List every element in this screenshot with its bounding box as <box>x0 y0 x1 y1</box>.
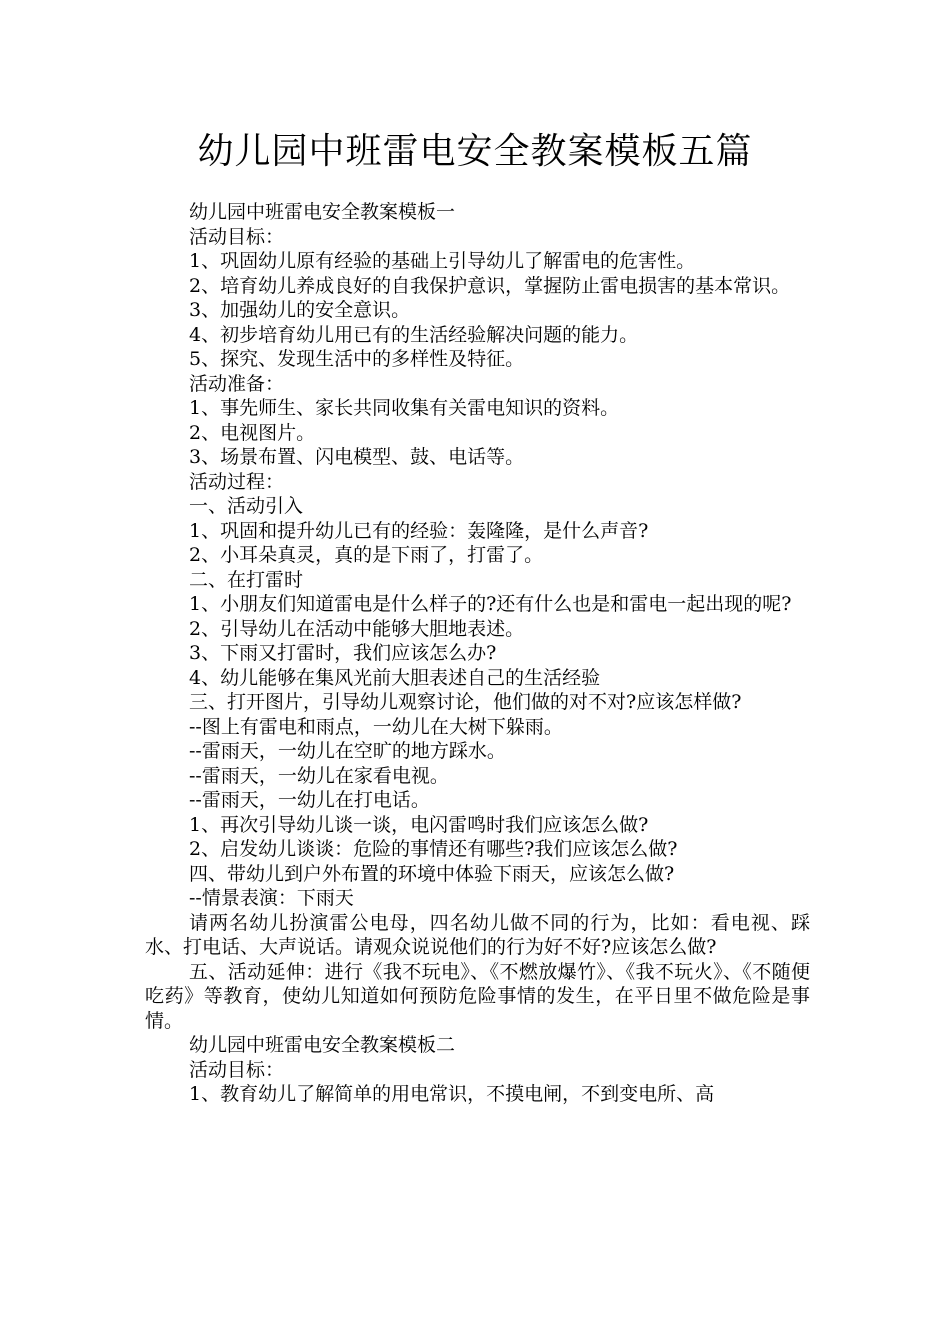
paragraph: 1、巩固幼儿原有经验的基础上引导幼儿了解雷电的危害性。 <box>189 250 696 272</box>
paragraph: 3、场景布置、闪电模型、鼓、电话等。 <box>189 446 525 468</box>
paragraph: 2、培育幼儿养成良好的自我保护意识，掌握防止雷电损害的基本常识。 <box>189 274 791 297</box>
paragraph: 3、下雨又打雷时，我们应该怎么办? <box>189 642 497 664</box>
document-body <box>145 200 810 1107</box>
paragraph: 1、事先师生、家长共同收集有关雷电知识的资料。 <box>189 397 620 419</box>
paragraph: 一、活动引入 <box>189 495 304 517</box>
document-title: 幼儿园中班雷电安全教案模板五篇 <box>197 131 753 172</box>
paragraph: 2、启发幼儿谈谈：危险的事情还有哪些?我们应该怎么做? <box>189 838 678 860</box>
paragraph: --图上有雷电和雨点，一幼儿在大树下躲雨。 <box>189 715 563 738</box>
paragraph: 4、幼儿能够在集风光前大胆表述自己的生活经验 <box>189 666 601 689</box>
paragraph: 1、小朋友们知道雷电是什么样子的?还有什么也是和雷电一起出现的呢? <box>189 593 792 615</box>
paragraph: 1、巩固和提升幼儿已有的经验：轰隆隆，是什么声音? <box>189 519 649 542</box>
paragraph: 请两名幼儿扮演雷公电母，四名幼儿做不同的行为，比如：看电视、踩水、打电话、大声说话。请观众说说他们的行为好不好?应该怎么做? <box>145 911 810 958</box>
paragraph: 三、打开图片，引导幼儿观察讨论，他们做的对不对?应该怎样做? <box>189 691 742 713</box>
paragraph: 活动目标： <box>189 1058 285 1081</box>
paragraph: --情景表演：下雨天 <box>189 887 354 909</box>
paragraph: 5、探究、发现生活中的多样性及特征。 <box>189 348 525 370</box>
paragraph: 活动目标： <box>189 225 285 248</box>
paragraph: 活动过程： <box>189 470 285 493</box>
paragraph: 2、引导幼儿在活动中能够大胆地表述。 <box>189 617 525 640</box>
paragraph: --雷雨天，一幼儿在打电话。 <box>189 789 430 811</box>
paragraph: 3、加强幼儿的安全意识。 <box>189 299 411 321</box>
paragraph: 五、活动延伸：进行《我不玩电》、《不燃放爆竹》、《我不玩火》、《不随便吃药》等教育，使幼儿知道如何预防危险事情的发生，在平日里不做危险是事情。 <box>145 960 810 1032</box>
paragraph: 4、初步培育幼儿用已有的生活经验解决问题的能力。 <box>189 323 639 346</box>
paragraph: --雷雨天，一幼儿在空旷的地方踩水。 <box>189 740 506 762</box>
paragraph: 幼儿园中班雷电安全教案模板二 <box>189 1034 456 1056</box>
paragraph: 1、教育幼儿了解简单的用电常识，不摸电闸，不到变电所、高 <box>189 1083 715 1105</box>
paragraph: 1、再次引导幼儿谈一谈，电闪雷鸣时我们应该怎么做? <box>189 813 649 836</box>
paragraph: 四、带幼儿到户外布置的环境中体验下雨天，应该怎么做? <box>189 862 675 885</box>
paragraph: 二、在打雷时 <box>189 568 304 591</box>
paragraph: 幼儿园中班雷电安全教案模板一 <box>189 201 456 223</box>
paragraph: 2、电视图片。 <box>189 421 316 444</box>
paragraph: 活动准备： <box>189 372 285 395</box>
paragraph: 2、小耳朵真灵，真的是下雨了，打雷了。 <box>189 544 544 566</box>
paragraph: --雷雨天，一幼儿在家看电视。 <box>189 764 449 787</box>
